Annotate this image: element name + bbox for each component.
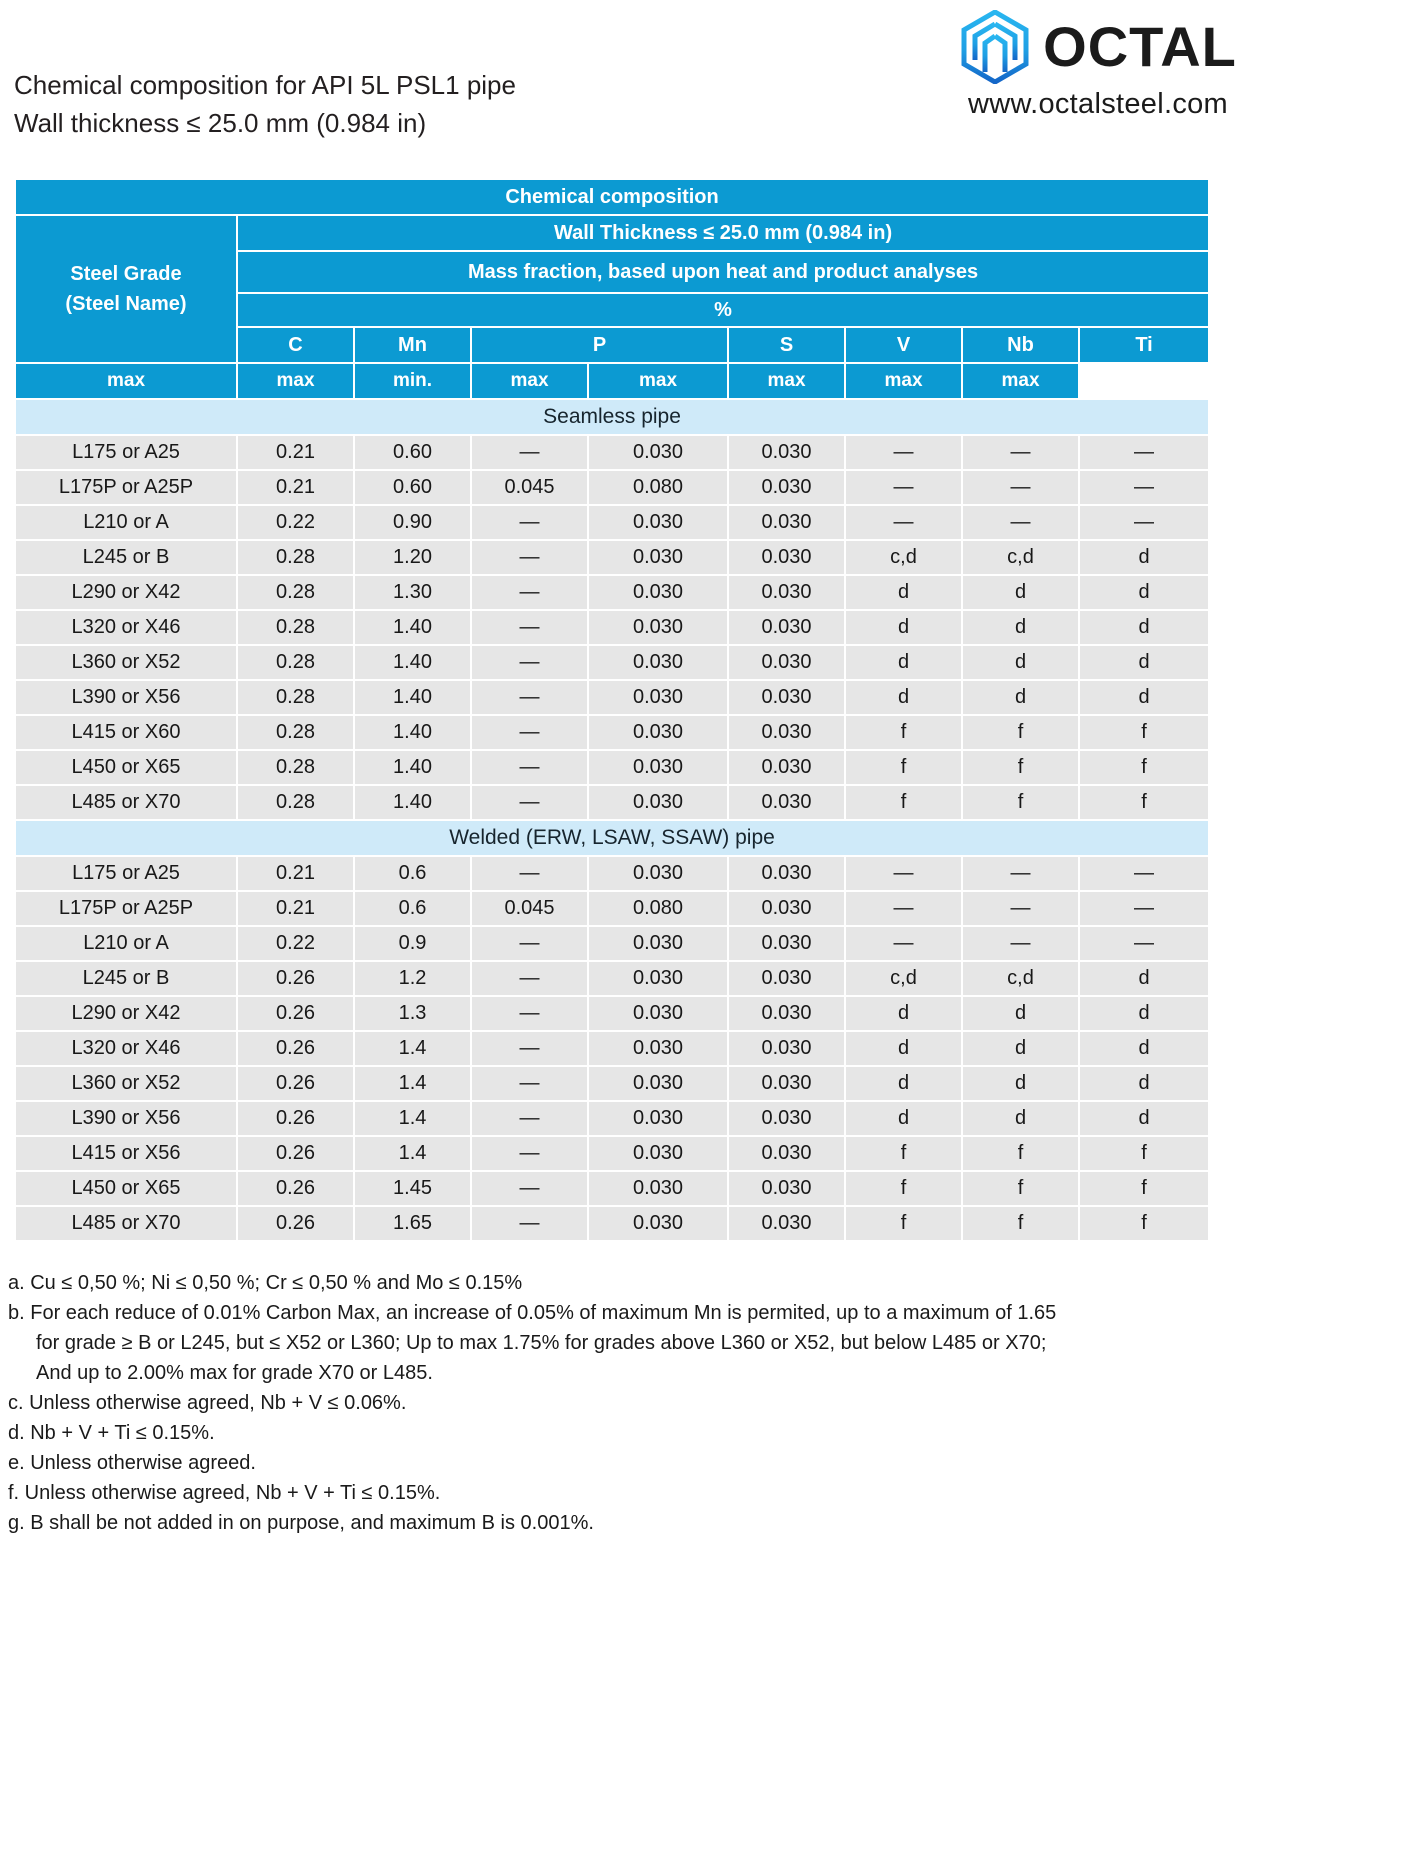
cell-c: 0.21 [238, 892, 353, 925]
cell-v: d [846, 997, 961, 1030]
cell-mn: 1.40 [355, 611, 470, 644]
table-row [16, 892, 1208, 925]
header-element-nb: Nb [963, 328, 1078, 362]
cell-nb: f [963, 1137, 1078, 1170]
cell-steel-grade: L175 or A25 [16, 436, 236, 469]
cell-mn: 1.4 [355, 1067, 470, 1100]
cell-v: f [846, 716, 961, 749]
header-s-max: max [589, 364, 727, 398]
header-nb-max: max [846, 364, 961, 398]
cell-nb: d [963, 1032, 1078, 1065]
cell-mn: 1.65 [355, 1207, 470, 1240]
cell-steel-grade: L415 or X60 [16, 716, 236, 749]
brand-url: www.octalsteel.com [967, 88, 1229, 120]
footnote-continuation-2: And up to 2.00% max for grade X70 or L485. [36, 1362, 433, 1384]
table-row [16, 962, 1208, 995]
section-header-row [16, 400, 1208, 434]
cell-c: 0.28 [238, 681, 353, 714]
cell-c: 0.26 [238, 1172, 353, 1205]
cell-mn: 0.6 [355, 892, 470, 925]
cell-p_min: — [472, 681, 587, 714]
cell-steel-grade: L485 or X70 [16, 1207, 236, 1240]
cell-mn: 1.2 [355, 962, 470, 995]
table-row [16, 681, 1208, 714]
cell-p_min: — [472, 962, 587, 995]
table-row [16, 1207, 1208, 1240]
page-header [0, 0, 1416, 160]
cell-c: 0.26 [238, 962, 353, 995]
brand-name: OCTAL [1043, 15, 1237, 78]
cell-mn: 1.4 [355, 1102, 470, 1135]
cell-steel-grade: L450 or X65 [16, 751, 236, 784]
footnote-e [8, 1448, 1402, 1478]
header-element-s: S [729, 328, 844, 362]
cell-v: d [846, 611, 961, 644]
cell-steel-grade: L450 or X65 [16, 1172, 236, 1205]
cell-ti: — [1080, 857, 1208, 890]
cell-steel-grade: L415 or X56 [16, 1137, 236, 1170]
cell-p_max: 0.030 [589, 681, 727, 714]
cell-c: 0.26 [238, 1032, 353, 1065]
cell-steel-grade: L390 or X56 [16, 681, 236, 714]
cell-p_max: 0.030 [589, 1032, 727, 1065]
cell-s: 0.030 [729, 1137, 844, 1170]
brand-row [888, 10, 1308, 84]
chemical-composition-table [14, 178, 1210, 1242]
cell-p_min: 0.045 [472, 471, 587, 504]
cell-s: 0.030 [729, 716, 844, 749]
table-row [16, 927, 1208, 960]
cell-c: 0.28 [238, 541, 353, 574]
steel-grade-line1: Steel Grade [70, 263, 182, 285]
cell-mn: 0.9 [355, 927, 470, 960]
cell-p_min: — [472, 1172, 587, 1205]
footnote-g [8, 1508, 1402, 1538]
cell-p_max: 0.030 [589, 1207, 727, 1240]
cell-p_min: — [472, 646, 587, 679]
section-label: Seamless pipe [16, 400, 1208, 434]
cell-p_min: — [472, 611, 587, 644]
cell-ti: d [1080, 681, 1208, 714]
cell-p_max: 0.030 [589, 506, 727, 539]
cell-c: 0.26 [238, 1102, 353, 1135]
cell-mn: 1.3 [355, 997, 470, 1030]
header-mn-max: max [238, 364, 353, 398]
cell-ti: f [1080, 751, 1208, 784]
header-unit-percent: % [238, 294, 1208, 326]
table-row [16, 576, 1208, 609]
cell-p_max: 0.030 [589, 1137, 727, 1170]
cell-s: 0.030 [729, 927, 844, 960]
cell-steel-grade: L210 or A [16, 927, 236, 960]
footnote-b [8, 1298, 1402, 1388]
cell-s: 0.030 [729, 1207, 844, 1240]
cell-ti: f [1080, 1207, 1208, 1240]
cell-c: 0.26 [238, 1207, 353, 1240]
table-row [16, 611, 1208, 644]
footnote-text: b. For each reduce of 0.01% Carbon Max, an increase of 0.05% of maximum Mn is permited, up to a maximum of 1.65 [8, 1302, 1057, 1324]
cell-p_max: 0.030 [589, 1172, 727, 1205]
cell-v: d [846, 1032, 961, 1065]
cell-v: f [846, 751, 961, 784]
cell-nb: — [963, 471, 1078, 504]
cell-v: f [846, 1172, 961, 1205]
cell-s: 0.030 [729, 892, 844, 925]
cell-p_min: — [472, 997, 587, 1030]
cell-p_max: 0.030 [589, 611, 727, 644]
cell-ti: f [1080, 716, 1208, 749]
cell-s: 0.030 [729, 1102, 844, 1135]
cell-p_min: — [472, 716, 587, 749]
cell-p_max: 0.080 [589, 471, 727, 504]
cell-mn: 1.40 [355, 646, 470, 679]
table-body [16, 400, 1208, 1240]
cell-mn: 1.45 [355, 1172, 470, 1205]
cell-steel-grade: L245 or B [16, 541, 236, 574]
cell-ti: f [1080, 1137, 1208, 1170]
table-row [16, 436, 1208, 469]
header-steel-grade [16, 216, 236, 362]
cell-v: d [846, 1067, 961, 1100]
cell-p_max: 0.080 [589, 892, 727, 925]
header-chemical-composition: Chemical composition [16, 180, 1208, 214]
cell-steel-grade: L390 or X56 [16, 1102, 236, 1135]
cell-ti: — [1080, 892, 1208, 925]
footnote-text: a. Cu ≤ 0,50 %; Ni ≤ 0,50 %; Cr ≤ 0,50 % and Mo ≤ 0.15% [8, 1272, 523, 1294]
table-row [16, 1032, 1208, 1065]
cell-steel-grade: L290 or X42 [16, 576, 236, 609]
cell-p_min: — [472, 1207, 587, 1240]
cell-nb: d [963, 1067, 1078, 1100]
cell-p_max: 0.030 [589, 927, 727, 960]
cell-v: — [846, 857, 961, 890]
footnote-text: d. Nb + V + Ti ≤ 0.15%. [8, 1422, 215, 1444]
cell-nb: f [963, 1172, 1078, 1205]
cell-v: c,d [846, 962, 961, 995]
header-element-p: P [472, 328, 727, 362]
table-row [16, 1102, 1208, 1135]
cell-p_min: — [472, 506, 587, 539]
cell-steel-grade: L245 or B [16, 962, 236, 995]
cell-s: 0.030 [729, 751, 844, 784]
cell-s: 0.030 [729, 681, 844, 714]
footnote-c [8, 1388, 1402, 1418]
cell-v: — [846, 471, 961, 504]
cell-nb: — [963, 857, 1078, 890]
cell-p_max: 0.030 [589, 716, 727, 749]
header-c-max: max [16, 364, 236, 398]
footnotes-block [8, 1268, 1402, 1538]
header-row-minmax [16, 364, 1208, 398]
cell-v: f [846, 1137, 961, 1170]
cell-v: — [846, 436, 961, 469]
cell-p_max: 0.030 [589, 576, 727, 609]
cell-s: 0.030 [729, 1032, 844, 1065]
cell-p_min: — [472, 751, 587, 784]
cell-ti: — [1080, 471, 1208, 504]
footnote-f [8, 1478, 1402, 1508]
cell-nb: — [963, 927, 1078, 960]
table-row [16, 541, 1208, 574]
cell-ti: d [1080, 646, 1208, 679]
cell-p_min: — [472, 1032, 587, 1065]
cell-mn: 1.40 [355, 786, 470, 819]
table-row [16, 786, 1208, 819]
cell-s: 0.030 [729, 962, 844, 995]
cell-c: 0.26 [238, 1067, 353, 1100]
cell-nb: d [963, 611, 1078, 644]
cell-steel-grade: L175 or A25 [16, 857, 236, 890]
header-ti-max: max [963, 364, 1078, 398]
cell-p_max: 0.030 [589, 786, 727, 819]
cell-ti: — [1080, 436, 1208, 469]
cell-mn: 1.40 [355, 681, 470, 714]
section-header-row [16, 821, 1208, 855]
cell-ti: d [1080, 611, 1208, 644]
cell-ti: d [1080, 576, 1208, 609]
cell-s: 0.030 [729, 857, 844, 890]
cell-c: 0.28 [238, 716, 353, 749]
cell-s: 0.030 [729, 506, 844, 539]
table-row [16, 1137, 1208, 1170]
cell-mn: 1.40 [355, 716, 470, 749]
footnote-text: g. B shall be not added in on purpose, and maximum B is 0.001%. [8, 1512, 594, 1534]
cell-p_max: 0.030 [589, 541, 727, 574]
footnote-text: c. Unless otherwise agreed, Nb + V ≤ 0.06%. [8, 1392, 407, 1414]
brand-block [888, 10, 1308, 121]
footnote-text: e. Unless otherwise agreed. [8, 1452, 256, 1474]
cell-v: d [846, 646, 961, 679]
header-element-ti: Ti [1080, 328, 1208, 362]
cell-c: 0.28 [238, 751, 353, 784]
header-element-mn: Mn [355, 328, 470, 362]
cell-nb: f [963, 786, 1078, 819]
cell-mn: 1.30 [355, 576, 470, 609]
cell-v: d [846, 681, 961, 714]
cell-p_min: — [472, 436, 587, 469]
cell-s: 0.030 [729, 541, 844, 574]
table-row [16, 646, 1208, 679]
cell-s: 0.030 [729, 611, 844, 644]
cell-s: 0.030 [729, 1067, 844, 1100]
header-p-max: max [472, 364, 587, 398]
table-row [16, 857, 1208, 890]
cell-p_max: 0.030 [589, 962, 727, 995]
cell-ti: d [1080, 541, 1208, 574]
cell-nb: — [963, 892, 1078, 925]
cell-v: f [846, 786, 961, 819]
cell-c: 0.28 [238, 611, 353, 644]
cell-p_max: 0.030 [589, 751, 727, 784]
header-row-title [16, 180, 1208, 214]
footnote-text: f. Unless otherwise agreed, Nb + V + Ti ≤ 0.15%. [8, 1482, 441, 1504]
cell-v: — [846, 506, 961, 539]
cell-nb: f [963, 716, 1078, 749]
cell-p_min: — [472, 927, 587, 960]
cell-v: f [846, 1207, 961, 1240]
header-p-min: min. [355, 364, 470, 398]
cell-v: — [846, 892, 961, 925]
cell-steel-grade: L290 or X42 [16, 997, 236, 1030]
header-wall-thickness: Wall Thickness ≤ 25.0 mm (0.984 in) [238, 216, 1208, 250]
header-mass-fraction: Mass fraction, based upon heat and product analyses [238, 252, 1208, 292]
cell-s: 0.030 [729, 997, 844, 1030]
cell-mn: 0.90 [355, 506, 470, 539]
cell-c: 0.21 [238, 436, 353, 469]
cell-s: 0.030 [729, 436, 844, 469]
cell-c: 0.21 [238, 471, 353, 504]
cell-ti: f [1080, 1172, 1208, 1205]
cell-p_min: — [472, 1102, 587, 1135]
cell-steel-grade: L175P or A25P [16, 892, 236, 925]
cell-ti: — [1080, 927, 1208, 960]
steel-grade-line2: (Steel Name) [65, 293, 187, 315]
cell-steel-grade: L210 or A [16, 506, 236, 539]
cell-c: 0.28 [238, 576, 353, 609]
cell-mn: 0.60 [355, 471, 470, 504]
cell-c: 0.21 [238, 857, 353, 890]
header-element-c: C [238, 328, 353, 362]
cell-p_min: — [472, 857, 587, 890]
cell-mn: 1.20 [355, 541, 470, 574]
table-row [16, 471, 1208, 504]
cell-v: d [846, 1102, 961, 1135]
cell-p_max: 0.030 [589, 436, 727, 469]
cell-nb: — [963, 436, 1078, 469]
cell-c: 0.28 [238, 786, 353, 819]
cell-ti: f [1080, 786, 1208, 819]
cell-p_max: 0.030 [589, 997, 727, 1030]
table-row [16, 716, 1208, 749]
cell-nb: — [963, 506, 1078, 539]
footnote-continuation-1: for grade ≥ B or L245, but ≤ X52 or L360; Up to max 1.75% for grades above L360 or X52, but below L485 or X70; [36, 1332, 1047, 1354]
cell-ti: d [1080, 1067, 1208, 1100]
cell-ti: d [1080, 997, 1208, 1030]
cell-nb: c,d [963, 962, 1078, 995]
cell-mn: 1.40 [355, 751, 470, 784]
title-line-1: Chemical composition for API 5L PSL1 pipe [14, 70, 516, 100]
cell-ti: — [1080, 506, 1208, 539]
cell-steel-grade: L320 or X46 [16, 611, 236, 644]
cell-nb: f [963, 751, 1078, 784]
table-row [16, 506, 1208, 539]
cell-p_max: 0.030 [589, 857, 727, 890]
cell-nb: d [963, 681, 1078, 714]
cell-s: 0.030 [729, 786, 844, 819]
cell-p_min: — [472, 541, 587, 574]
table-row [16, 1067, 1208, 1100]
cell-nb: d [963, 1102, 1078, 1135]
cell-steel-grade: L485 or X70 [16, 786, 236, 819]
cell-steel-grade: L360 or X52 [16, 646, 236, 679]
cell-c: 0.26 [238, 997, 353, 1030]
cell-mn: 1.4 [355, 1137, 470, 1170]
cell-steel-grade: L175P or A25P [16, 471, 236, 504]
cell-v: c,d [846, 541, 961, 574]
cell-mn: 0.6 [355, 857, 470, 890]
cell-p_min: — [472, 576, 587, 609]
table-head [16, 180, 1208, 398]
table-row [16, 997, 1208, 1030]
header-v-max: max [729, 364, 844, 398]
table-row [16, 751, 1208, 784]
cell-p_min: 0.045 [472, 892, 587, 925]
header-element-v: V [846, 328, 961, 362]
title-line-2: Wall thickness ≤ 25.0 mm (0.984 in) [14, 108, 427, 138]
cell-s: 0.030 [729, 471, 844, 504]
cell-p_min: — [472, 1137, 587, 1170]
cell-mn: 0.60 [355, 436, 470, 469]
cell-steel-grade: L320 or X46 [16, 1032, 236, 1065]
cell-nb: d [963, 997, 1078, 1030]
cell-nb: c,d [963, 541, 1078, 574]
cell-c: 0.28 [238, 646, 353, 679]
header-row-wall [16, 216, 1208, 250]
cell-nb: f [963, 1207, 1078, 1240]
cell-s: 0.030 [729, 1172, 844, 1205]
cell-ti: d [1080, 962, 1208, 995]
cell-v: d [846, 576, 961, 609]
octal-hexagon-logo-icon [959, 10, 1031, 84]
page-title [14, 66, 516, 142]
cell-c: 0.22 [238, 506, 353, 539]
table-row [16, 1172, 1208, 1205]
section-label: Welded (ERW, LSAW, SSAW) pipe [16, 821, 1208, 855]
footnote-d [8, 1418, 1402, 1448]
cell-nb: d [963, 576, 1078, 609]
cell-v: — [846, 927, 961, 960]
cell-s: 0.030 [729, 576, 844, 609]
cell-mn: 1.4 [355, 1032, 470, 1065]
cell-nb: d [963, 646, 1078, 679]
cell-p_min: — [472, 1067, 587, 1100]
cell-p_max: 0.030 [589, 1102, 727, 1135]
cell-p_max: 0.030 [589, 646, 727, 679]
cell-ti: d [1080, 1032, 1208, 1065]
footnote-a [8, 1268, 1402, 1298]
cell-steel-grade: L360 or X52 [16, 1067, 236, 1100]
cell-ti: d [1080, 1102, 1208, 1135]
cell-p_max: 0.030 [589, 1067, 727, 1100]
cell-p_min: — [472, 786, 587, 819]
cell-c: 0.26 [238, 1137, 353, 1170]
cell-c: 0.22 [238, 927, 353, 960]
cell-s: 0.030 [729, 646, 844, 679]
